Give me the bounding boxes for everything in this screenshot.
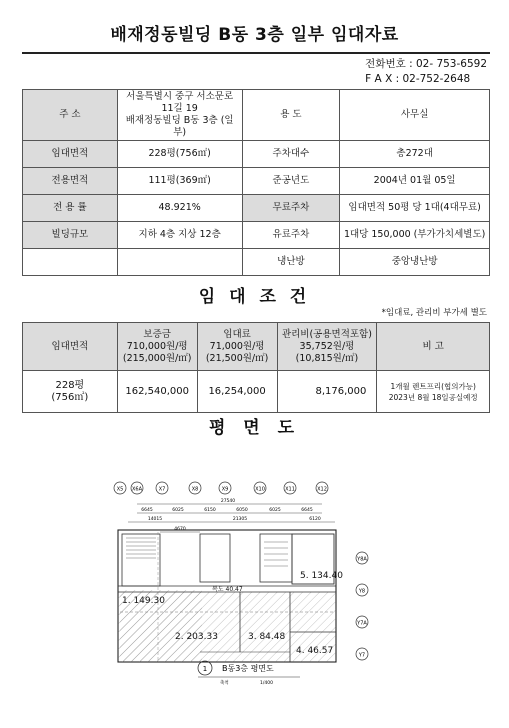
remark-header: 비 고 <box>377 323 490 371</box>
lease-conditions-title: 임 대 조 건 <box>198 287 311 307</box>
dimension-label: 14015 <box>147 517 163 522</box>
dimension-row-top <box>141 507 313 513</box>
grid-bubble <box>131 482 143 494</box>
lease-area-label: 임대면적 <box>23 141 118 168</box>
grid-bubble <box>356 648 368 660</box>
room-label: 4. 46.57 <box>296 646 334 656</box>
room-label: 3. 84.48 <box>248 632 286 642</box>
rent-header-per-m2: (21,500원/㎡) <box>205 352 269 364</box>
deposit-header <box>117 323 197 371</box>
grid-label-x: X6A <box>131 486 143 493</box>
heating-label: 냉난방 <box>242 249 340 276</box>
address-value <box>117 90 242 141</box>
grid-bubble <box>254 482 266 494</box>
paid-parking-label: 유료주차 <box>242 222 340 249</box>
remark-cell <box>377 371 490 413</box>
address-line: 서울특별시 중구 서소문로 11길 19 <box>126 91 234 114</box>
address-label: 주 소 <box>23 90 118 141</box>
grid-x-markers <box>114 482 328 494</box>
deposit-cell: 162,540,000 <box>117 371 197 413</box>
dimension-label: 6645 <box>301 508 313 513</box>
building-scale-label: 빌딩규모 <box>23 222 118 249</box>
exclusive-ratio-value: 48.921% <box>117 195 242 222</box>
rent-header-per-pyeong: 71,000원/평 <box>209 340 265 352</box>
table-header-row <box>23 323 490 371</box>
grid-bubble <box>219 482 231 494</box>
lease-conditions-table <box>22 322 490 413</box>
grid-label-x: X12 <box>317 486 327 493</box>
dimension-total: 27540 <box>220 499 236 504</box>
page-title: 배재정동빌딩 B동 3층 일부 임대자료 <box>110 25 399 45</box>
address-line: 배재정동빌딩 B동 3층 (일부) <box>125 115 234 138</box>
empty-cell <box>23 249 118 276</box>
building-info-table <box>22 89 490 276</box>
dimension-label: 6150 <box>204 508 216 513</box>
grid-y-markers <box>356 552 368 660</box>
dimension-label: 6050 <box>236 508 248 513</box>
phone-number: 전화번호 : 02- 753-6592 <box>365 58 487 70</box>
building-scale-value: 지하 4층 지상 12층 <box>117 222 242 249</box>
fax-number: F A X : 02-752-2648 <box>365 73 471 85</box>
grid-bubble <box>156 482 168 494</box>
heating-value: 중앙냉난방 <box>340 249 490 276</box>
management-fee-header <box>277 323 377 371</box>
grid-label-y: Y8A <box>357 556 367 563</box>
free-parking-value: 임대면적 50평 당 1대(4대무료) <box>340 195 490 222</box>
dimension-label: 6645 <box>141 508 153 513</box>
floor-plan-drawing <box>100 472 400 722</box>
room-label: 2. 203.33 <box>175 632 218 642</box>
scale-label: 축척 <box>220 681 229 686</box>
table-row <box>23 168 490 195</box>
table-row <box>23 195 490 222</box>
grid-bubble <box>284 482 296 494</box>
caption-text: B동3층 평면도 <box>222 664 274 673</box>
mgmt-header-per-pyeong: 35,752원/평 <box>299 340 355 352</box>
use-label: 용 도 <box>242 90 340 141</box>
room-label: 복도 40.47 <box>212 586 243 593</box>
completion-value: 2004년 01월 05일 <box>340 168 490 195</box>
exclusive-area-value: 111평(369㎡) <box>117 168 242 195</box>
rent-free-note: 1개월 렌트프리(협의가능) <box>390 381 476 391</box>
dimension-label: 6120 <box>309 517 321 522</box>
mgmt-header-per-m2: (10,815원/㎡) <box>295 352 359 364</box>
rent-header-title: 임대료 <box>223 328 251 340</box>
contact-block <box>365 57 487 87</box>
room-label: 1. 149.30 <box>122 596 165 606</box>
mgmt-header-title: 관리비(공용면적포함) <box>281 328 372 340</box>
vat-note: *임대료, 관리비 부가세 별도 <box>381 308 487 318</box>
lease-area-value: 228평(756㎡) <box>117 141 242 168</box>
floor-plan-title: 평 면 도 <box>208 418 301 438</box>
area-m2: (756㎡) <box>51 391 89 403</box>
grid-label-x: X7 <box>158 486 166 493</box>
grid-bubble <box>114 482 126 494</box>
free-parking-label: 무료주차 <box>242 195 340 222</box>
grid-label-x: X5 <box>116 486 124 493</box>
grid-label-x: X8 <box>191 486 199 493</box>
dimension-label: 6025 <box>269 508 281 513</box>
parking-count-label: 주차대수 <box>242 141 340 168</box>
area-cell <box>23 371 118 413</box>
dimension-row-second <box>148 516 321 522</box>
paid-parking-value: 1대당 150,000 (부가가치세별도) <box>340 222 490 249</box>
dimension-label: 21305 <box>232 517 248 522</box>
deposit-header-per-m2: (215,000원/㎡) <box>122 352 192 364</box>
deposit-header-title: 보증금 <box>143 328 171 340</box>
table-row <box>23 249 490 276</box>
use-value: 사무실 <box>340 90 490 141</box>
grid-bubble <box>316 482 328 494</box>
dimension-label: 6025 <box>172 508 184 513</box>
grid-label-x: X9 <box>221 486 229 493</box>
rent-header <box>197 323 277 371</box>
grid-label-y: Y7A <box>357 620 367 627</box>
vacancy-date-note: 2023년 8월 18일공실예정 <box>388 392 478 402</box>
plan-caption <box>198 661 300 686</box>
exclusive-area-label: 전용면적 <box>23 168 118 195</box>
caption-number: 1 <box>202 665 208 673</box>
grid-bubble <box>356 616 368 628</box>
grid-bubble <box>356 584 368 596</box>
grid-bubble <box>189 482 201 494</box>
grid-label-x: X10 <box>255 486 265 493</box>
grid-label-x: X11 <box>285 486 295 493</box>
scale-value: 1/400 <box>260 681 273 686</box>
parking-count-value: 총272대 <box>340 141 490 168</box>
grid-label-y: Y8 <box>358 588 366 595</box>
table-row <box>23 371 490 413</box>
completion-label: 준공년도 <box>242 168 340 195</box>
rent-cell: 16,254,000 <box>197 371 277 413</box>
area-header: 임대면적 <box>23 323 118 371</box>
area-pyeong: 228평 <box>55 379 85 391</box>
table-row <box>23 222 490 249</box>
grid-label-y: Y7 <box>358 652 366 659</box>
table-row <box>23 90 490 141</box>
dimension-label: 4670 <box>174 527 186 532</box>
grid-bubble <box>356 552 368 564</box>
room-label: 5. 134.40 <box>300 571 343 581</box>
management-fee-cell: 8,176,000 <box>277 371 377 413</box>
table-row <box>23 141 490 168</box>
deposit-header-per-pyeong: 710,000원/평 <box>126 340 188 352</box>
exclusive-ratio-label: 전 용 률 <box>23 195 118 222</box>
empty-cell <box>117 249 242 276</box>
title-divider <box>22 52 490 54</box>
